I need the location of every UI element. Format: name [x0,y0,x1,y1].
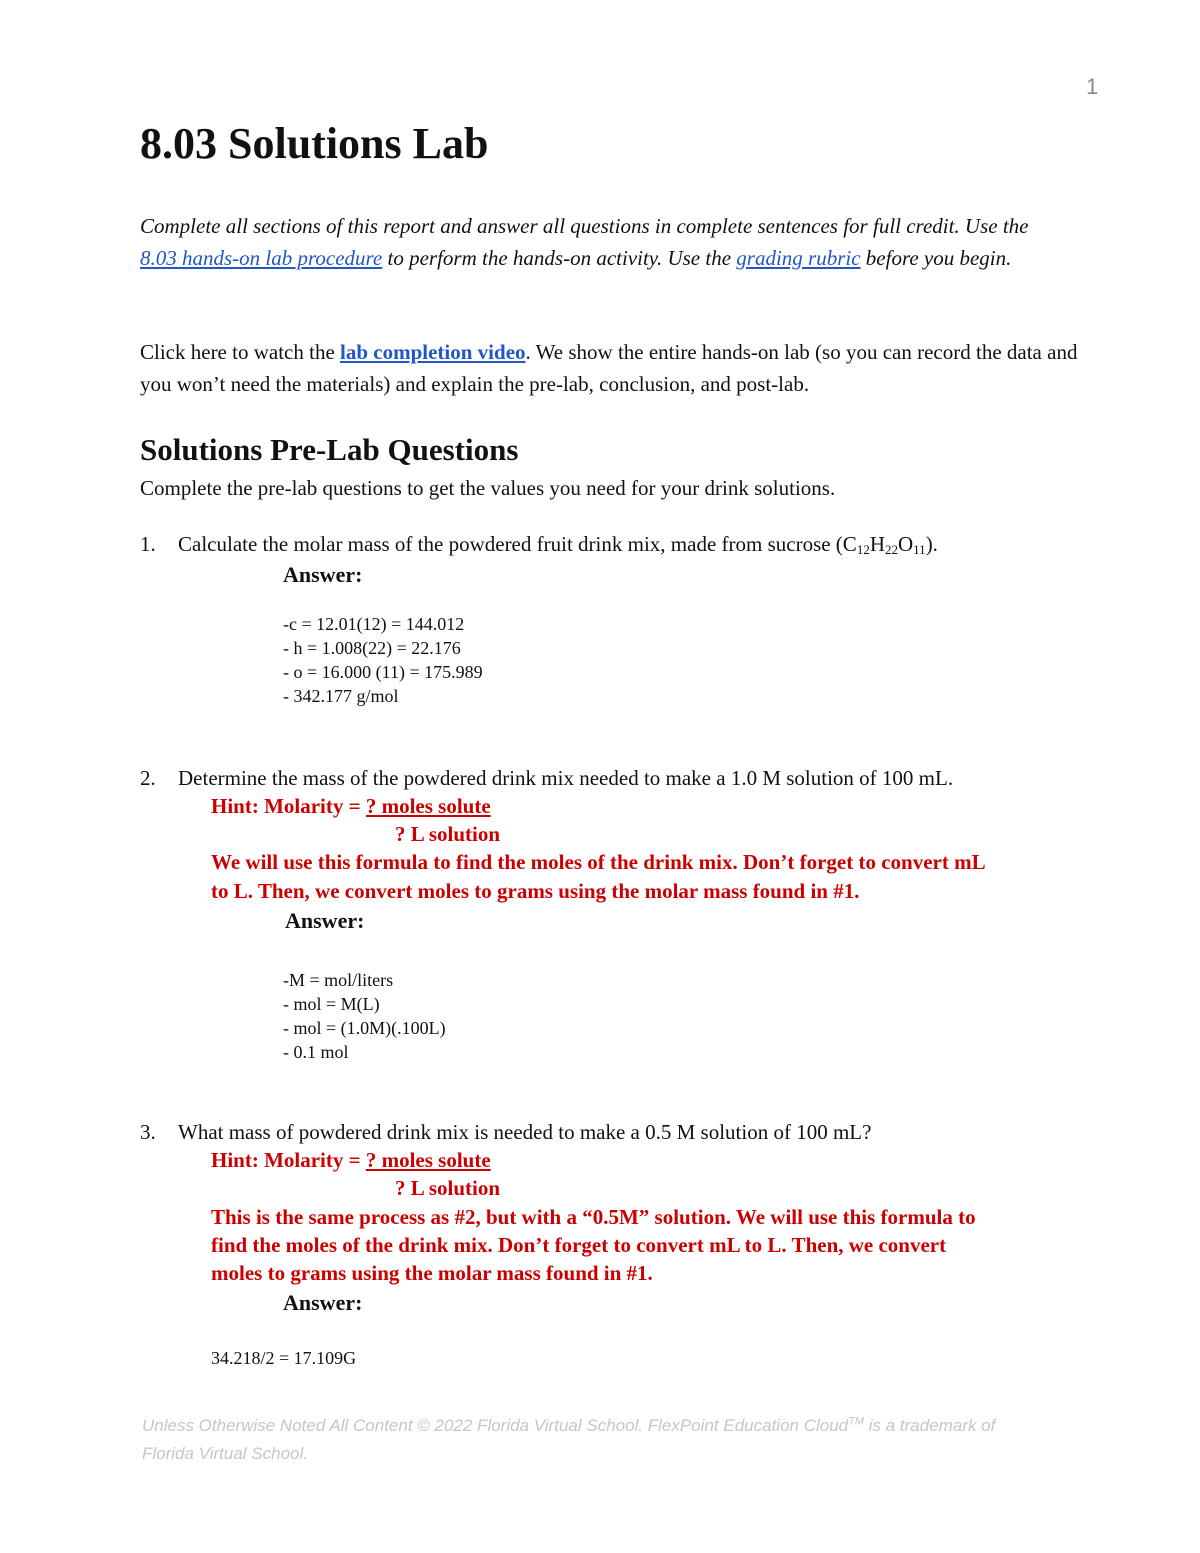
intro-text-1: Complete all sections of this report and answer all questions in complete sentences for full credit. Use the [140,214,1029,238]
question-2-answer-line: -M = mol/liters [283,970,394,990]
video-text-2: . We show the entire hands-on lab (so you can record the data and you won’t need the materials) and explain the pre-lab, conclusion, and post-lab. [140,340,1078,396]
question-2-hint-denominator: ? L solution [395,822,501,846]
question-2-text: Determine the mass of the powdered drink mix needed to make a 1.0 M solution of 100 mL. [178,766,954,790]
question-1-text: Calculate the molar mass of the powdered fruit drink mix, made from sucrose $(C_{12}H_{22}O_{11})$. [178,532,938,557]
question-1-answer-line: - o = 16.000 (11) = 175.989 [283,662,483,682]
question-2-note-line: to L. Then, we convert moles to grams using the molar mass found in #1. [211,879,860,903]
question-1-answer-line: -c = 12.01(12) = 144.012 [283,614,465,634]
section-heading: Solutions Pre-Lab Questions [140,432,519,467]
question-3-hint: Hint: Molarity = ? moles solute [211,1148,491,1172]
question-3-answer-line: 34.218/2 = 17.109G [211,1348,357,1368]
question-3-note-line: moles to grams using the molar mass found in #1. [211,1261,653,1285]
lab-completion-video-link[interactable]: lab completion video [340,340,526,364]
question-3-text: What mass of powdered drink mix is needed to make a 0.5 M solution of 100 mL? [178,1120,872,1144]
lab-procedure-link[interactable]: 8.03 hands-on lab procedure [140,246,383,270]
grading-rubric-link[interactable]: grading rubric [736,246,861,270]
question-2-answer-label: Answer: [285,908,365,933]
video-paragraph [140,336,1080,400]
section-subtitle: Complete the pre-lab questions to get the values you need for your drink solutions. [140,476,836,500]
intro-paragraph [140,210,1070,274]
question-1-answer-line: - h = 1.008(22) = 22.176 [283,638,461,658]
footer-copyright: Unless Otherwise Noted All Content © 2022 Florida Virtual School. FlexPoint Education Cloud™ is a trademark of Florida Virtual School. [142,1415,996,1463]
intro-text-3: before you begin. [860,246,1012,270]
document-title: 8.03 Solutions Lab [140,119,489,168]
question-2-answer-line: - 0.1 mol [283,1042,349,1062]
question-3-number: 3. [140,1120,156,1144]
question-3-note-line: This is the same process as #2, but with a “0.5M” solution. We will use this formula to [211,1205,976,1229]
question-3-hint-denominator: ? L solution [395,1176,501,1200]
intro-text-2: to perform the hands-on activity. Use the [382,246,737,270]
question-3-answer-label: Answer: [283,1290,363,1315]
question-1-answer-line: - 342.177 g/mol [283,686,399,706]
question-1-number: 1. [140,532,156,556]
page-number: 1 [1086,74,1099,99]
question-2-hint: Hint: Molarity = ? moles solute [211,794,491,818]
video-text-1: Click here to watch the [140,340,341,364]
question-2-note-line: We will use this formula to find the moles of the drink mix. Don’t forget to convert mL [211,850,986,874]
question-2-answer-line: - mol = M(L) [283,994,380,1014]
question-2-number: 2. [140,766,156,790]
question-3-note-line: find the moles of the drink mix. Don’t forget to convert mL to L. Then, we convert [211,1233,947,1257]
question-1-answer-label: Answer: [283,562,363,587]
question-2-answer-line: - mol = (1.0M)(.100L) [283,1018,446,1038]
